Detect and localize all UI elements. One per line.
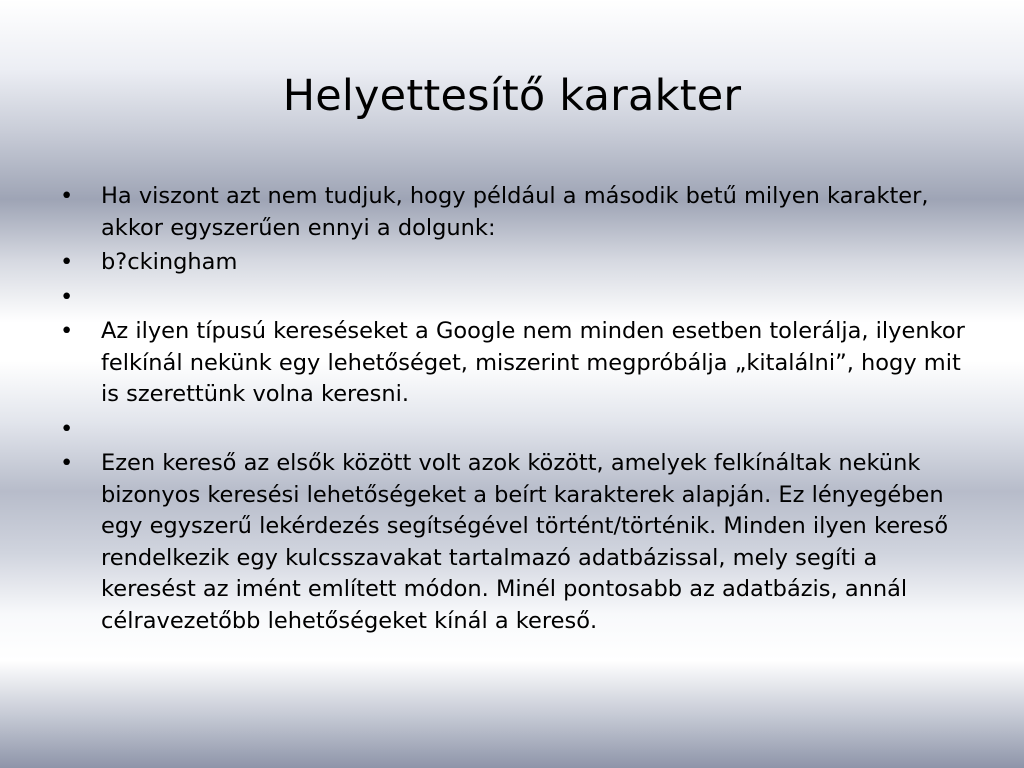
bullet-item bbox=[60, 181, 970, 244]
slide-title: Helyettesítő karakter bbox=[282, 71, 742, 121]
bullet-list bbox=[60, 181, 970, 640]
bullet-icon: • bbox=[60, 450, 74, 476]
bullet-text: Ha viszont azt nem tudjuk, hogy például a második betű milyen karakter, akkor egyszerűen ennyi a dolgunk: bbox=[101, 183, 929, 241]
bullet-icon: • bbox=[60, 283, 74, 310]
bullet-item bbox=[60, 448, 970, 637]
bullet-icon: • bbox=[60, 415, 74, 442]
bullet-text: Az ilyen típusú kereséseket a Google nem minden esetben tolerálja, ilyenkor felkínál nekünk egy lehetőséget, miszerint megpróbálja „kitalálni”, hogy mit is szerettünk volna keresni. bbox=[101, 318, 965, 407]
bullet-icon: • bbox=[60, 318, 74, 344]
bullet-icon: • bbox=[60, 183, 74, 209]
bullet-item bbox=[60, 282, 970, 314]
bullet-item bbox=[60, 247, 970, 279]
bullet-item bbox=[60, 316, 970, 411]
bullet-text: Ezen kereső az elsők között volt azok között, amelyek felkínáltak nekünk bizonyos keresési lehetőségeket a beírt karakterek alapján. Ez lényegében egy egyszerű lekérdezés segítségével történt/történik. Minden ilyen kereső rendelkezik egy kulcsszavakat tartalmazó adatbázissal, mely segíti a keresést az imént említett módon. Minél pontosabb az adatbázis, annál célravezetőbb lehetőségeket kínál a kereső. bbox=[101, 450, 949, 634]
bullet-text: b?ckingham bbox=[101, 249, 238, 275]
bullet-item bbox=[60, 414, 970, 446]
bullet-icon: • bbox=[60, 249, 74, 275]
